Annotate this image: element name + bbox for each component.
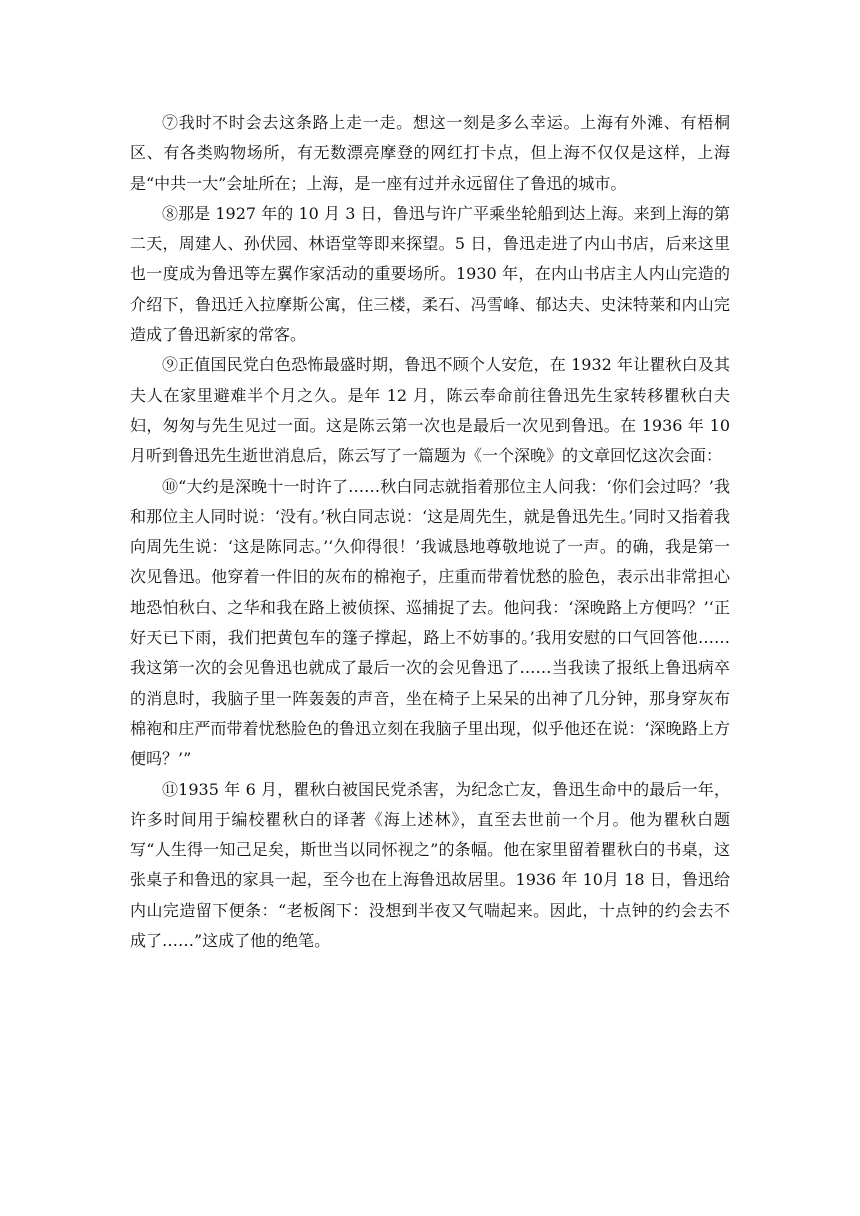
paragraph-9: ⑨正值国民党白色恐怖最盛时期，鲁迅不顾个人安危，在 1932 年让瞿秋白及其夫人在家里避难半个月之久。是年 12 月，陈云奉命前往鲁迅先生家转移瞿秋白夫妇，匆匆与先生见过一面。这是陈云第一次也是最后一次见到鲁迅。在 1936 年 10月听到鲁迅先生逝世消息后，陈云写了一篇题为《一个深晚》的文章回忆这次会面：	[130, 355, 730, 466]
paragraph-11: ⑪1935 年 6 月，瞿秋白被国民党杀害，为纪念亡友，鲁迅生命中的最后一年，许多时间用于编校瞿秋白的译著《海上述林》，直至去世前一个月。他为瞿秋白题写“人生得一知己足矣，斯世当以同怀视之”的条幅。他在家里留着瞿秋白的书桌，这张桌子和鲁迅的家具一起，至今也在上海鲁迅故居里。1936 年 10月 18 日，鲁迅给内山完造留下便条：“老板阁下：没想到半夜又气喘起来。因此，十点钟的约会去不成了……”这成了他的绝笔。	[130, 779, 730, 951]
paragraph-8: ⑧那是 1927 年的 10 月 3 日，鲁迅与许广平乘坐轮船到达上海。来到上海的第二天，周建人、孙伏园、林语堂等即来探望。5 日，鲁迅走进了内山书店，后来这里也一度成为鲁迅等左翼作家活动的重要场所。1930 年，在内山书店主人内山完造的介绍下，鲁迅迁入拉摩斯公寓，住三楼，柔石、冯雪峰、郁达夫、史沫特莱和内山完造成了鲁迅新家的常客。	[130, 203, 730, 345]
paragraph-7: ⑦我时不时会去这条路上走一走。想这一刻是多么幸运。上海有外滩、有梧桐区、有各类购物场所，有无数漂亮摩登的网红打卡点，但上海不仅仅是这样，上海是“中共一大”会址所在；上海，是一座有过并永远留住了鲁迅的城市。	[130, 113, 730, 193]
document-page	[130, 108, 730, 956]
paragraph-10: ⑩“大约是深晚十一时许了……秋白同志就指着那位主人问我：‘你们会过吗？’我和那位主人同时说：‘没有。’秋白同志说：‘这是周先生，就是鲁迅先生。’同时又指着我向周先生说：‘这是陈同志。’‘久仰得很！’我诚恳地尊敬地说了一声。的确，我是第一次见鲁迅。他穿着一件旧的灰布的棉袍子，庄重而带着忧愁的脸色，表示出非常担心地恐怕秋白、之华和我在路上被侦探、巡捕捉了去。他问我：‘深晚路上方便吗？’‘正好天已下雨，我们把黄包车的篷子撑起，路上不妨事的。’我用安慰的口气回答他……我这第一次的会见鲁迅也就成了最后一次的会见鲁迅了……当我读了报纸上鲁迅病卒的消息时，我脑子里一阵轰轰的声音，坐在椅子上呆呆的出神了几分钟，那身穿灰布棉袍和庄严而带着忧愁脸色的鲁迅立刻在我脑子里出现，似乎他还在说：‘深晚路上方便吗？’”	[130, 476, 730, 769]
